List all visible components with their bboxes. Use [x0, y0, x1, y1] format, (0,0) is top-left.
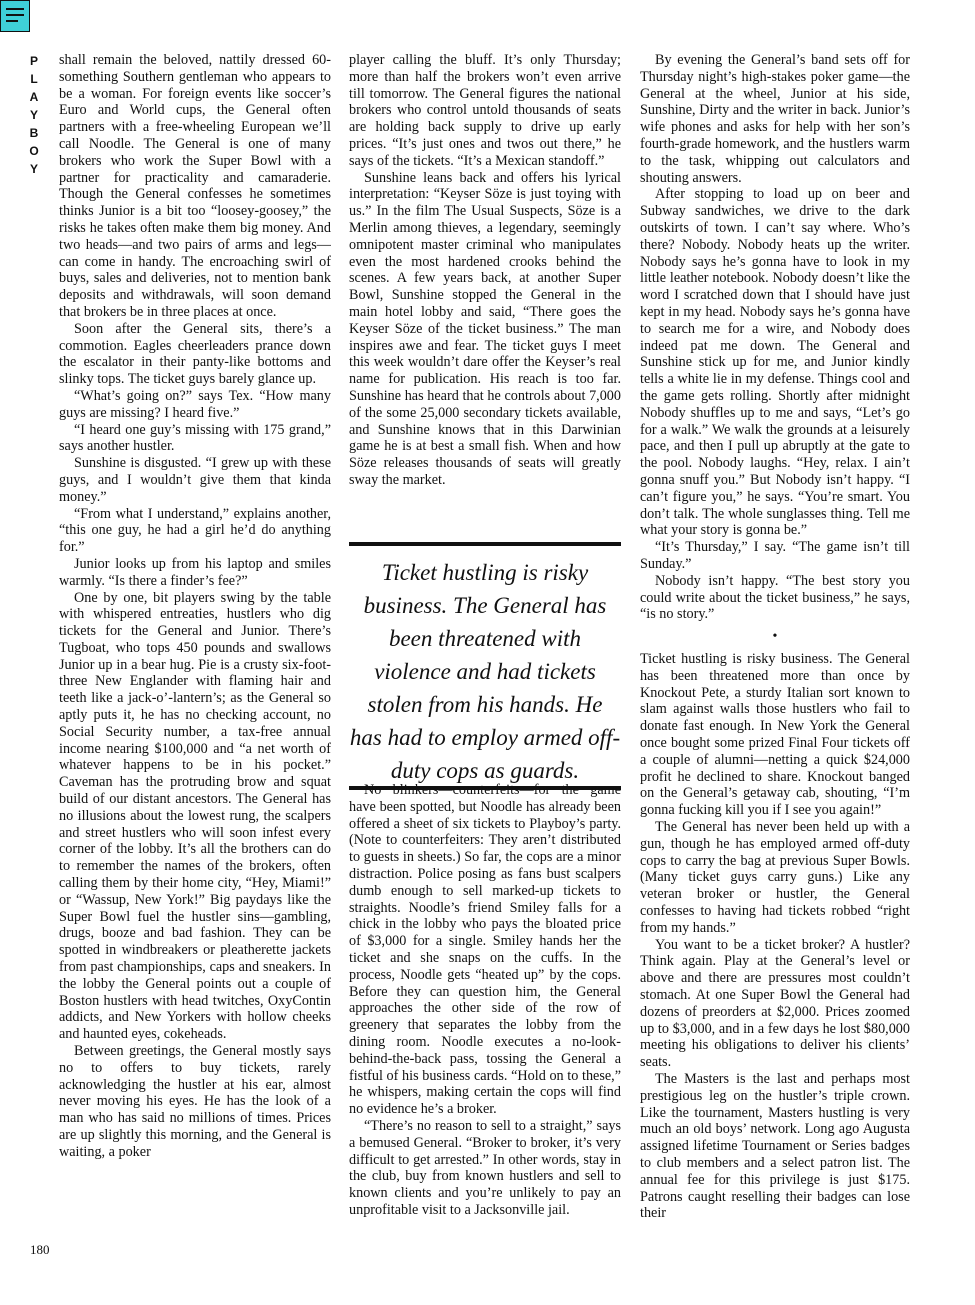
paragraph: One by one, bit players swing by the table with whispered entreaties, hustlers who dig tickets for the General and Junior. There’s Tugboat, who tops 450 pounds and swallows Junior up in a bear hug. Pie is a crusty six-foot-three New Englander with flaming hair and teeth like a jack-o’-lantern’s; as the General so aptly puts it, he has no checking account, no Social Security number, a tax-free annual income nearing $100,000 and “a net worth of whatever happens to be in his pocket.” Caveman has the protruding brow and squat build of our distant ancestors. The General has no illusions about the lowest rung, the scalpers and street hustlers who will soon infest every corner of the lobby. It’s all the brothers can do to remember the names of the brokers, often calling them by their home city, “Hey, Miami!” or “Wassup, New York!” Big paydays like the Super Bowl fuel the hustler sins—gambling, drugs, booze and bad fashion. They can be spotted in windbreakers or pleatherette jackets from past championships, caps and sneakers. In the lobby the General points out a couple of Boston hustlers with head twitches, OxyContin addicts, and New Yorkers with hollow cheeks and haunted eyes, cokeheads.	[59, 589, 331, 1043]
paragraph: By evening the General’s band sets off for Thursday night’s high-stakes poker game—the General at the wheel, Junior at his side, Sunshine, Dirty and the writer in back. Junior’s wife phones and asks for help with her son’s fourth-grade homework, and the hustlers warm to the task, whipping out calculators and shouting answers.	[640, 52, 910, 186]
paragraph: Ticket hustling is risky business. The General has been threatened more than once by Knockout Pete, a sturdy Italian sort known to slam against walls those hustlers who fail to donate fast enough. In New York the General once bought some prized Final Four tickets off a couple of alumni—netting a quick $24,000 profit he declined to share. Knockout banged on the General’s getaway cab, shouting, “I’m gonna fucking kill you if I see you again!”	[640, 651, 910, 819]
paragraph: Nobody isn’t happy. “The best story you could write about the ticket business,” he says, “is no story.”	[640, 572, 910, 623]
paragraph: “What’s going on?” says Tex. “How many guys are missing? I heard five.”	[59, 387, 331, 421]
pull-quote-text: Ticket hustling is risky business. The General has been threatened with violence and had tickets stolen from his hands. He has had to employ armed off-duty cops as guards.	[349, 560, 621, 783]
list-icon-bar	[6, 20, 18, 22]
article-column-3	[640, 52, 910, 1262]
paragraph: No blinkers—counterfeits—for the game have been spotted, but Noodle has already been offered a sheet of six tickets to Playboy’s party. (Note to counterfeiters: They aren’t distributed to guests in sheets.) So far, the cops are a minor distraction. Police posing as fans bust scalpers dumb enough to sell marked-up tickets to straights. Noodle’s friend Smiley falls for a chick in the lobby who pays the bloated price of $3,000 for a single. Smiley hands her the ticket and she snaps on the cuffs. In the process, Noodle gets “heated up” by the cops. Before they can question him, the General approaches the other side of the row of greenery that separates the lobby from the dining room. Noodle executes a no-look-behind-the-back pass, tossing the General a fistful of his business cards. “Hold on to these,” he whispers, making certain the cops will find no evidence he’s a broker.	[349, 782, 621, 1118]
paragraph: Sunshine is disgusted. “I grew up with these guys, and I wouldn’t give them that kinda money.”	[59, 455, 331, 505]
paragraph: Soon after the General sits, there’s a commotion. Eagles cheerleaders prance down the escalator in their panty-like bottoms and slinky tops. The ticket guys barely glance up.	[59, 320, 331, 388]
article-column-2-top	[349, 52, 621, 534]
brand-letter: L	[30, 72, 38, 86]
page-number: 180	[30, 1242, 50, 1257]
brand-letter: B	[29, 126, 39, 140]
menu-button[interactable]	[0, 0, 30, 32]
paragraph: player calling the bluff. It’s only Thursday; more than half the brokers won’t even arrive till tomorrow. The General figures the national brokers who control untold thousands of seats are holding back supply to drive up early prices. “It’s just ones and twos out there,” he says of the tickets. “It’s a Mexican standoff.”	[349, 52, 621, 169]
article-column-2-bottom	[349, 782, 621, 1262]
brand-letter: P	[29, 54, 38, 68]
list-icon	[6, 8, 24, 10]
brand-letter: Y	[29, 108, 38, 122]
brand-letter: A	[29, 90, 39, 104]
section-divider-dot: •	[772, 629, 778, 645]
magazine-brand-vertical	[27, 52, 41, 178]
paragraph: After stopping to load up on beer and Subway sandwiches, we drive to the dark outskirts of town. I can’t say where. Who’s there? Nobody. Nobody heats up the writer. Nobody says he’s gonna have to look in my little leather notebook. Nobody doesn’t like the word I scratched down that I should have just kept in my head. Nobody says he’s gonna have to search me for a wire, and Nobody does indeed pat me down. The General and Sunshine stick up for me, and Junior kindly tells a white lie in my defense. Things cool and the game gets rolling. Shortly after midnight Nobody shuffles up to me and says, “Let’s go for a walk.” We walk the grounds at a leisurely pace, and then I pull up abruptly at the gate to the pool. Nobody laughs. “Hey, relax. I ain’t gonna snuff you.” But Nobody isn’t happy. “I can’t figure you,” he says. “You’re smart. You don’t talk. The whole sunglasses thing. Tell me what your story is gonna be.”	[640, 186, 910, 539]
pull-quote	[349, 542, 621, 790]
brand-letter: Y	[29, 162, 38, 176]
paragraph: shall remain the beloved, nattily dressed 60-something Southern gentleman who appears to be a woman. For foreign events like soccer’s Euro and World cups, the General often partners with a free-wheeling European we’ll call Noodle. The General is one of many brokers who work the Super Bowl with a partner for practicality and camaraderie. Though the General confesses he sometimes thinks Junior is a bit too “loosey-goosey,” the risks he takes often make them big money. And two heads—and two pairs of arms and legs—can come in handy. The encroaching swirl of buys, sales and deliveries, not to mention bank deposits and withdrawals, will soon demand that brokers be in three places at once.	[59, 52, 331, 320]
paragraph: “There’s no reason to sell to a straight,” says a bemused General. “Broker to broker, it’s very difficult to get arrested.” In other words, stay in the club, buy from known hustlers and sell to known clients and you’re unlikely to pay an unprofitable visit to a Jacksonville jail.	[349, 1117, 621, 1218]
paragraph: You want to be a ticket broker? A hustler? Think again. Play at the General’s level or above and there are pressures most couldn’t stomach. At one Super Bowl the General had dozens of preorders at $2,000. Prices zoomed up to $3,000, and in a few days he lost $80,000 meeting his obligations to deliver his clients’ seats.	[640, 936, 910, 1071]
list-icon-bar	[6, 14, 24, 16]
paragraph: Junior looks up from his laptop and smiles warmly. “Is there a finder’s fee?”	[59, 555, 331, 589]
paragraph: The Masters is the last and perhaps most prestigious leg on the hustler’s triple crown. Like the tournament, Masters hustling is very much an old boys’ network. Long ago Augusta assigned lifetime Tournament or Series badges to club members and a select patron list. The annual fee for this privilege is just $175. Patrons caught reselling their badges can lose their	[640, 1071, 910, 1222]
brand-letter: O	[29, 144, 39, 158]
paragraph: Sunshine leans back and offers his lyrical interpretation: “Keyser Söze is just toying with us.” In the film The Usual Suspects, Söze is a Merlin among thieves, a legendary, seemingly omnipotent master criminal who manipulates even the most hardened crooks behind the scenes. A few years back, at another Super Bowl, Sunshine stopped the General in the main hotel lobby and said, “There goes the Keyser Söze of the ticket business.” The man inspires awe and fear. The ticket guys I meet this week wouldn’t dare offer the Keyser’s real name for publication. His reach is too far. Sunshine has heard that he controls about 7,000 of the some 25,000 secondary tickets available, and Sunshine knows that in this Darwinian game he is at best a small fish. When and how Söze releases thousands of seats will greatly sway the market.	[349, 169, 621, 488]
article-column-1	[59, 52, 331, 1262]
paragraph: “It’s Thursday,” I say. “The game isn’t till Sunday.”	[640, 539, 910, 572]
paragraph: “From what I understand,” explains another, “this one guy, he had a girl he’d do anything for.”	[59, 505, 331, 556]
paragraph: “I heard one guy’s missing with 175 grand,” says another hustler.	[59, 421, 331, 455]
paragraph: Between greetings, the General mostly says no to offers to buy tickets, rarely acknowledging the hustler at his ear, almost never moving his eyes. He has the look of a man who has said no millions of times. Prices are up slightly this morning, and the General is waiting, a poker	[59, 1043, 331, 1160]
paragraph: The General has never been held up with a gun, though he has employed armed off-duty cops to carry the bag at previous Super Bowls. (Many ticket guys carry guns.) Like any veteran broker or hustler, the General confesses to having had tickets robbed “right from my hands.”	[640, 819, 910, 936]
